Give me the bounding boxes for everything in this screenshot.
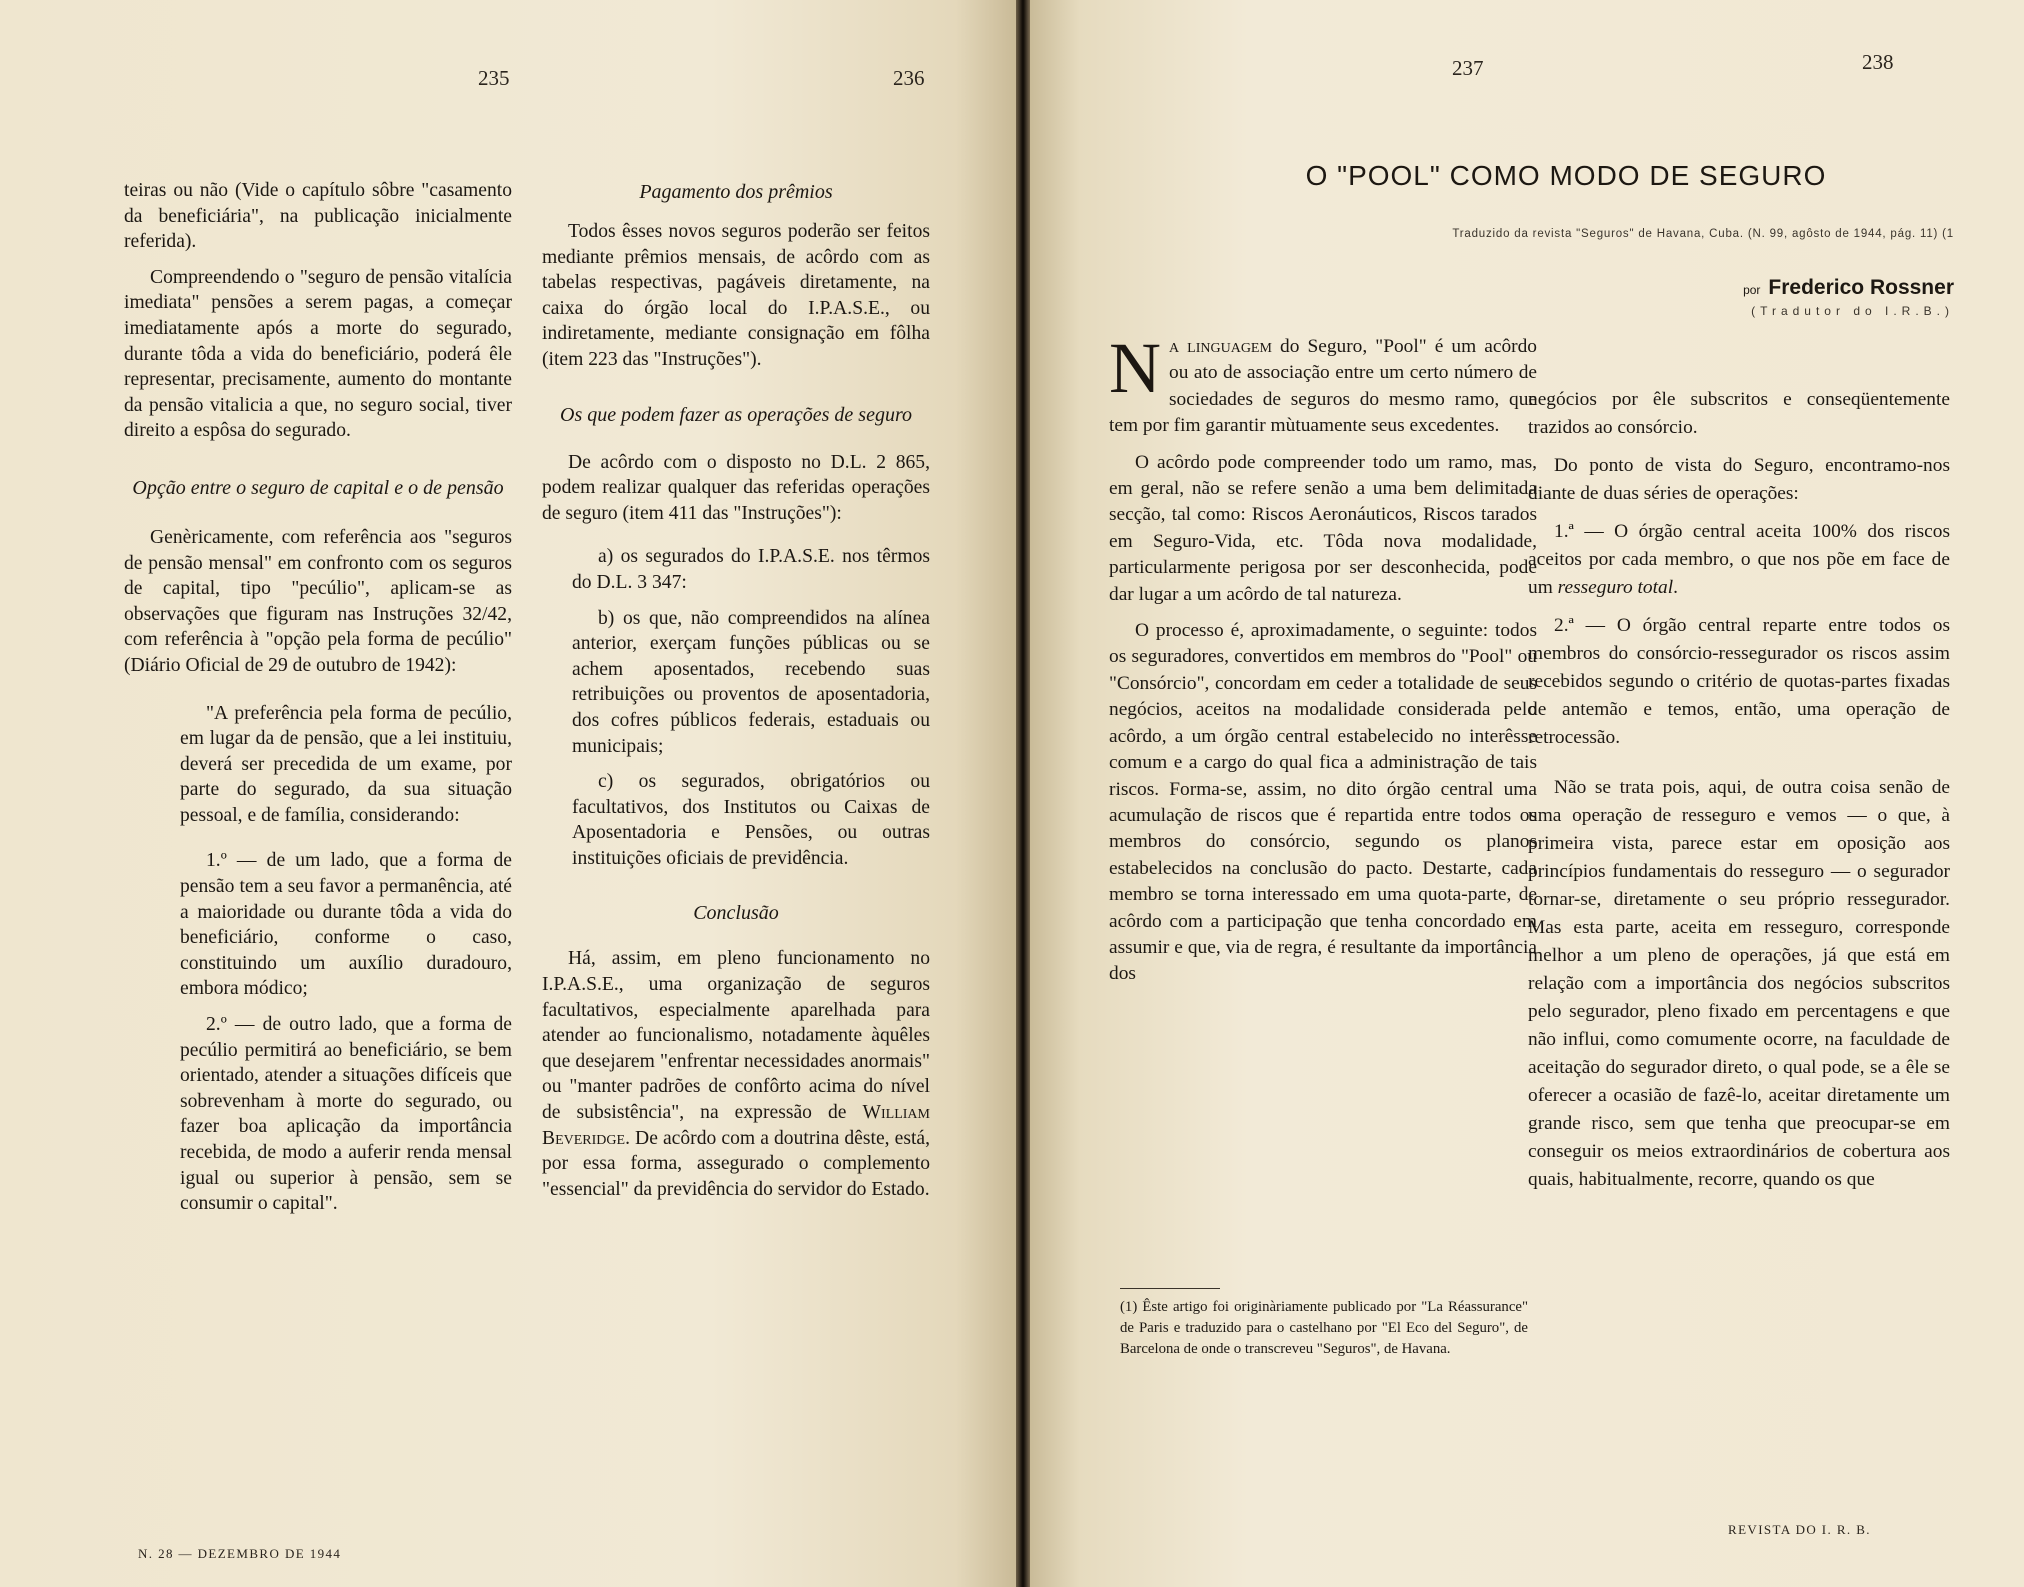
paragraph: negócios por êle subscritos e conseqüentemente trazidos ao consórcio. <box>1528 389 1950 438</box>
paragraph <box>1528 518 1950 602</box>
article-title: O "POOL" COMO MODO DE SEGURO <box>1305 160 1827 191</box>
list-item-c: c) os segurados, obrigatórios ou facultativos, dos Institutos ou Caixas de Aposentadoria e Pensões, ou outras instituições oficiais de previdência. <box>572 771 930 869</box>
paragraph: De acôrdo com o disposto no D.L. 2 865, podem realizar qualquer das referidas operações de seguro (item 411 das "Instruções"): <box>542 451 930 524</box>
column-238 <box>1528 386 1950 1204</box>
column-235 <box>124 178 512 1227</box>
paragraph: Todos êsses novos seguros poderão ser feitos mediante prêmios mensais, de acôrdo com as tabelas respectivas, pagáveis diretamente, na caixa do órgão local do I.P.A.S.E., ou indiretamente, mediante consignação em fôlha (item 223 das "Instruções"). <box>542 221 930 370</box>
paragraph: 2.ª — O órgão central reparte entre todos os membros do consórcio-ressegurador os riscos assim recebidos segundo o critério de quotas-partes fixadas de antemão e temos, então, uma operação de retrocessão. <box>1528 615 1950 748</box>
quote-paragraph: 1.º — de um lado, que a forma de pensão tem a seu favor a permanência, até a maioridade ou durante tôda a vida do beneficiário, conforme o caso, constituindo um auxílio duradouro, embora módico; <box>180 850 512 1000</box>
paragraph: teiras ou não (Vide o capítulo sôbre "casamento da beneficiária", na publicação inicialmente referida). <box>124 180 512 253</box>
page-number-235: 235 <box>478 66 510 90</box>
author-role: (Tradutor do I.R.B.) <box>1751 304 1954 318</box>
right-page <box>1030 0 2024 1587</box>
lead-smallcaps: a linguagem <box>1169 336 1272 357</box>
article-author <box>1590 276 1954 300</box>
footer-issue: N. 28 — DEZEMBRO DE 1944 <box>138 1546 342 1561</box>
quote-paragraph: "A preferência pela forma de pecúlio, em lugar da de pensão, que a lei instituiu, deverá ser precedida de um exame, por parte do segurado, da sua situação pessoal, e de família, considerando: <box>180 702 512 826</box>
quote-paragraph: 2.º — de outro lado, que a forma de pecúlio permitirá ao beneficiário, se bem orientado, atender a situações difíceis que sobrevenham à morte do segurado, ou fazer boa aplicação da importância recebida, de modo a auferir renda mensal igual ou superior à pensão, sem se consumir o capital". <box>180 1014 512 1215</box>
footer-journal: REVISTA DO I. R. B. <box>1728 1522 1871 1537</box>
drop-cap: N <box>1109 328 1161 408</box>
lead-text: do Seguro, "Pool" é um acôrdo ou ato de associação entre um certo número de sociedades de seguros do mesmo ramo, que tem por fim garantir mùtuamente seus excedentes. <box>1109 336 1537 437</box>
conclusion-text-end: . De acôrdo com a doutrina dêste, está, por essa forma, assegurado o complemento "essencial" da previdência do servidor do Estado. <box>542 1127 930 1200</box>
footnote: (1) Êste artigo foi originàriamente publicado por "La Réassurance" de Paris e traduzido para o castelhano por "El Eco del Seguro", de Barcelona de onde o transcreveu "Seguros", de Havana. <box>1120 1299 1528 1357</box>
paragraph: O acôrdo pode compreender todo um ramo, mas, em geral, não se refere senão a uma bem delimitada secção, tal como: Riscos Aeronáuticos, Riscos tarados em Seguro-Vida, etc. Tôda nova modalidade, particularmente perigosa por ser desconhecida, pode dar lugar a um acôrdo de tal natureza. <box>1109 451 1537 605</box>
section-heading: Pagamento dos prêmios <box>639 181 833 203</box>
author-name: Frederico Rossner <box>1768 276 1954 299</box>
page-number-236: 236 <box>893 66 925 90</box>
column-237 <box>1109 328 1537 998</box>
paragraph: Do ponto de vista do Seguro, encontramo-nos diante de duas séries de operações: <box>1528 455 1950 504</box>
operation-1-text: 1.ª — O órgão central aceita 100% dos riscos aceitos por cada membro, o que nos põe em face de um <box>1528 521 1950 598</box>
operation-1-end: . <box>1673 577 1678 598</box>
by-label: por <box>1743 283 1761 297</box>
paragraph: Não se trata pois, aqui, de outra coisa senão de uma operação de resseguro e vemos — o que, à primeira vista, parece estar em oposição aos princípios fundamentais do resseguro — o segurador tornar-se, diretamente o seu próprio ressegurador. Mas esta parte, aceita em resseguro, corresponde melhor a um pleno de operações, já que está em relação com a importância dos negócios subscritos pelo segurador, pleno fixado em percentagens e que não influi, como comumente ocorre, na faculdade de aceitação do segurador direto, o qual pode, se a êle se oferecer a ocasião de fazê-lo, aceitar diretamente um grande risco, sem que tenha que preocupar-se em conseguir os meios extraordinários de cobertura aos quais, habitualmente, recorre, quando os que <box>1528 777 1950 1190</box>
section-heading: Conclusão <box>693 902 779 925</box>
page-number-238: 238 <box>1862 50 1894 74</box>
list-item-a: a) os segurados do I.P.A.S.E. nos têrmos do D.L. 3 347: <box>572 546 930 593</box>
lead-paragraph <box>1109 328 1537 440</box>
column-236 <box>542 180 930 1212</box>
footnote-rule <box>1120 1288 1220 1289</box>
book-gutter <box>1016 0 1030 1587</box>
page-number-237: 237 <box>1452 56 1484 80</box>
resseguro-total: resseguro total <box>1557 577 1674 598</box>
section-heading: Os que podem fazer as operações de seguro <box>560 403 912 426</box>
article-source: Traduzido da revista "Seguros" de Havana, Cuba. (N. 99, agôsto de 1944, pág. 11) (1 <box>1452 228 1954 240</box>
author-name-beveridge: William Beveridge <box>542 1102 930 1149</box>
paragraph <box>542 946 930 1202</box>
conclusion-text: Há, assim, em pleno funcionamento no I.P.A.S.E., uma organização de seguros facultativos, especialmente aparelhada para atender ao funcionalismo, notadamente àquêles que desejarem "enfrentar necessidades anormais" ou "manter padrões de confôrto acima do nível de subsistência", na expressão de <box>542 948 930 1124</box>
paragraph: Compreendendo o "seguro de pensão vitalícia imediata" pensões a serem pagas, a começar imediatamente após a morte do segurado, durante tôda a vida do beneficiário, poderá êle representar, precisamente, aumento do montante da pensão vitalicia a que, no seguro social, tiver direito a espôsa do segurado. <box>124 266 512 442</box>
paragraph: O processo é, aproximadamente, o seguinte: todos os seguradores, convertidos em membros do "Pool" ou "Consórcio", concordam em ceder a totalidade de seus negócios, aceitos na modalidade considerada pelo acôrdo, a um órgão central estabelecido no interêsse comum e a cargo do qual fica a administração de tais riscos. Forma-se, assim, no dito órgão central uma acumulação de riscos que é repartida entre todos os membros do consórcio, segundo os planos estabelecidos na conclusão do pacto. Destarte, cada membro se torna interessado em uma quota-parte, de acôrdo com a participação que tenha concordado em assumir e que, via de regra, é resultante da importância dos <box>1109 620 1537 985</box>
list-item-b: b) os que, não compreendidos na alínea anterior, exerçam funções públicas ou se achem aposentados, recebendo suas retribuições ou proventos de aposentadoria, dos cofres públicos federais, estaduais ou municipais; <box>572 607 930 757</box>
section-heading: Opção entre o seguro de capital e o de pensão <box>132 476 504 499</box>
paragraph: Genèricamente, com referência aos "seguros de pensão mensal" em confronto com os seguros de capital, tipo "pecúlio", aplicam-se as observações que figuram nas Instruções 32/42, com referência à "opção pela forma de pecúlio" (Diário Oficial de 29 de outubro de 1942): <box>124 526 512 676</box>
